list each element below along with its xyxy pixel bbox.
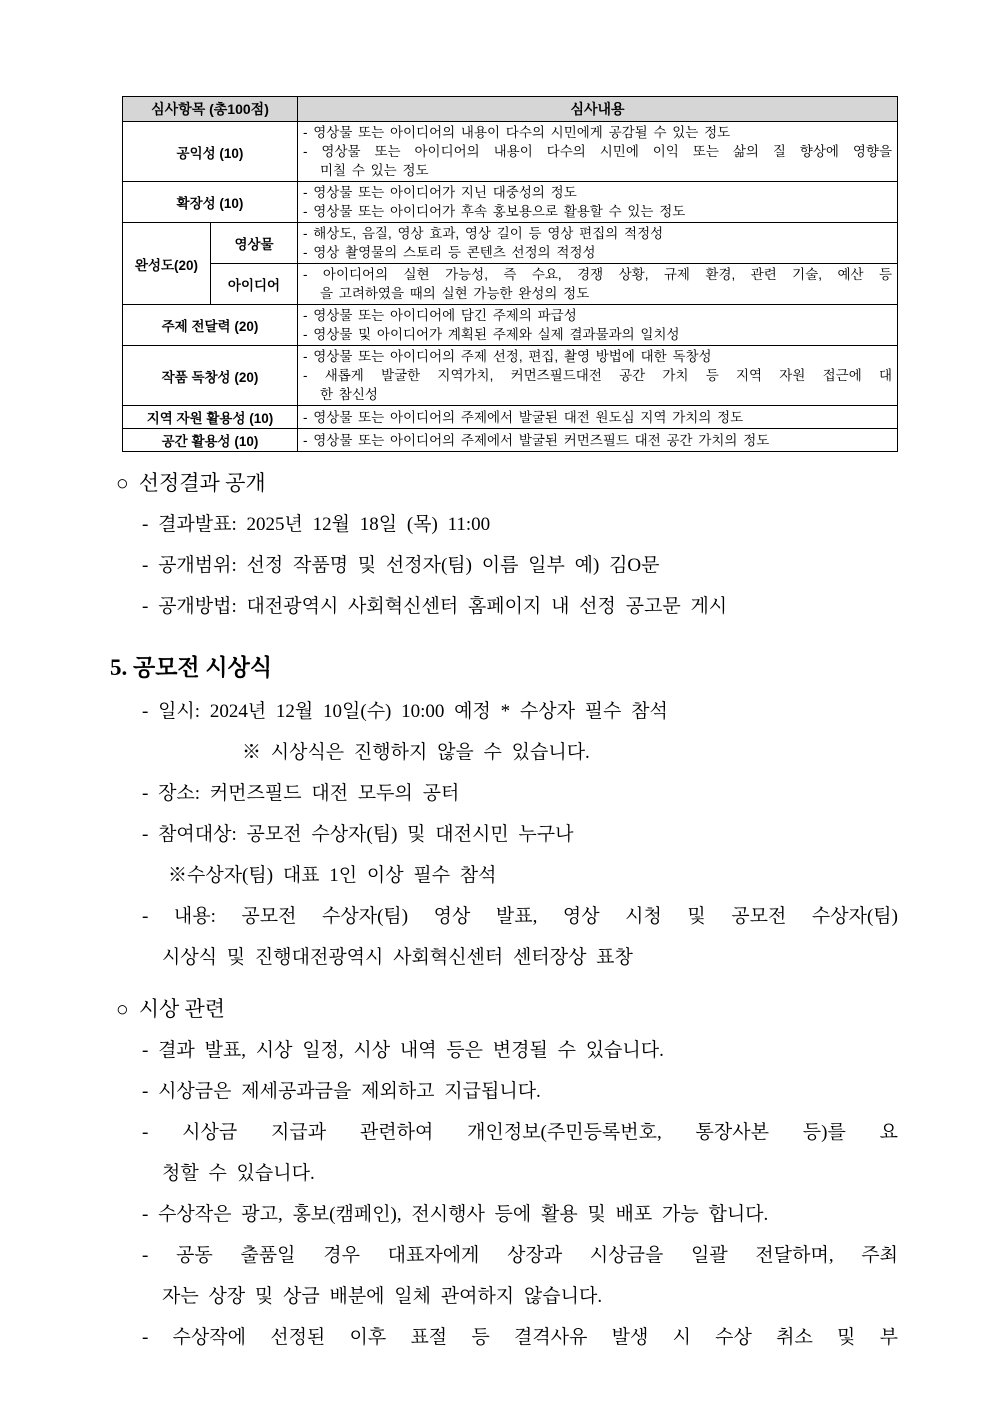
section-award-notes — [116, 994, 898, 1024]
criteria-header-item: 심사항목 (총100점) — [123, 97, 298, 122]
list-item: - 결과 발표, 시상 일정, 시상 내역 등은 변경될 수 있습니다. — [142, 1040, 664, 1061]
results-public-list — [122, 504, 898, 627]
criteria-line: - 영상물 또는 아이디어가 지닌 대중성의 정도 — [303, 185, 577, 200]
table-row-public-interest — [123, 122, 898, 182]
table-row-space-use — [123, 429, 898, 452]
criteria-line: 을 고려하였을 때의 실현 가능한 완성의 정도 — [320, 286, 590, 301]
criteria-label: 공익성 (10) — [123, 122, 298, 182]
criteria-line: - 영상물 또는 아이디어의 주제 선정, 편집, 촬영 방법에 대한 독창성 — [303, 349, 712, 364]
criteria-content — [298, 223, 898, 264]
section-heading-ceremony: 5. 공모전 시상식 — [110, 655, 273, 680]
criteria-line: - 영상물 또는 아이디어의 내용이 다수의 시민에 이익 또는 삶의 질 향상에 영향을 — [303, 144, 892, 159]
list-item-note: ※수상자(팀) 대표 1인 이상 필수 참석 — [168, 865, 497, 886]
list-item: - 시상금 지급과 관련하여 개인정보(주민등록번호, 통장사본 등)를 요 — [142, 1122, 898, 1143]
criteria-header-row — [123, 97, 898, 122]
criteria-sublabel-idea: 아이디어 — [211, 264, 298, 305]
list-item: - 시상금은 제세공과금을 제외하고 지급됩니다. — [142, 1081, 541, 1102]
criteria-line: - 영상물 및 아이디어가 계획된 주제와 실제 결과물과의 일치성 — [303, 327, 680, 342]
table-row-completeness-idea — [123, 264, 898, 305]
criteria-line: 한 참신성 — [320, 387, 378, 402]
criteria-label: 주제 전달력 (20) — [123, 305, 298, 346]
list-item: - 공동 출품일 경우 대표자에게 상장과 시상금을 일괄 전달하며, 주최 — [142, 1245, 898, 1266]
list-item: - 장소: 커먼즈필드 대전 모두의 공터 — [142, 783, 460, 804]
table-row-originality — [123, 346, 898, 406]
criteria-content — [298, 122, 898, 182]
criteria-sublabel-video: 영상물 — [211, 223, 298, 264]
criteria-content — [298, 264, 898, 305]
criteria-line: - 해상도, 음질, 영상 효과, 영상 길이 등 영상 편집의 적정성 — [303, 226, 664, 241]
list-item: - 결과발표: 2025년 12월 18일 (목) 11:00 — [142, 514, 491, 535]
table-row-completeness-video — [123, 223, 898, 264]
list-item-continuation: 청할 수 있습니다. — [162, 1163, 315, 1184]
award-notes-list — [122, 1030, 898, 1358]
criteria-line: - 영상물 또는 아이디어에 담긴 주제의 파급성 — [303, 308, 577, 323]
list-item-continuation: 자는 상장 및 상금 배분에 일체 관여하지 않습니다. — [162, 1286, 603, 1307]
list-item: - 일시: 2024년 12월 10일(수) 10:00 예정 * 수상자 필수 참석 — [142, 701, 668, 722]
criteria-label: 공간 활용성 (10) — [123, 429, 298, 452]
criteria-content — [298, 182, 898, 223]
table-row-regional-resource — [123, 406, 898, 429]
list-item: - 수상작에 선정된 이후 표절 등 결격사유 발생 시 수상 취소 및 부 — [142, 1327, 898, 1348]
list-item-note: ※ 시상식은 진행하지 않을 수 있습니다. — [242, 742, 590, 763]
criteria-label: 작품 독창성 (20) — [123, 346, 298, 406]
list-item-continuation: 시상식 및 진행대전광역시 사회혁신센터 센터장상 표창 — [162, 947, 633, 968]
criteria-line: - 영상 촬영물의 스토리 등 콘텐츠 선정의 적정성 — [303, 245, 596, 260]
criteria-content — [298, 429, 898, 452]
criteria-content — [298, 406, 898, 429]
section-title: 시상 관련 — [138, 997, 226, 1021]
criteria-line: 미칠 수 있는 정도 — [320, 163, 429, 178]
table-row-expandability — [123, 182, 898, 223]
criteria-line: - 아이디어의 실현 가능성, 즉 수요, 경쟁 상황, 규제 환경, 관련 기술, 예산 등 — [303, 267, 892, 282]
section-title: 선정결과 공개 — [138, 471, 266, 495]
criteria-line: - 영상물 또는 아이디어가 후속 홍보용으로 활용할 수 있는 정도 — [303, 204, 686, 219]
criteria-line: - 영상물 또는 아이디어의 내용이 다수의 시민에게 공감될 수 있는 정도 — [303, 125, 731, 140]
criteria-line: - 영상물 또는 아이디어의 주제에서 발굴된 대전 원도심 지역 가치의 정도 — [303, 409, 744, 425]
list-item: - 공개범위: 선정 작품명 및 선정자(팀) 이름 일부 예) 김O문 — [142, 555, 660, 576]
ceremony-list — [122, 691, 898, 978]
criteria-label: 지역 자원 활용성 (10) — [123, 406, 298, 429]
list-item: - 공개방법: 대전광역시 사회혁신센터 홈페이지 내 선정 공고문 게시 — [142, 596, 728, 617]
table-row-theme-delivery — [123, 305, 898, 346]
circle-bullet-icon: ○ — [116, 471, 129, 495]
criteria-line: - 새롭게 발굴한 지역가치, 커먼즈필드대전 공간 가치 등 지역 자원 접근에 대 — [303, 368, 892, 383]
criteria-header-content: 심사내용 — [298, 97, 898, 122]
circle-bullet-icon: ○ — [116, 997, 129, 1021]
list-item: - 수상작은 광고, 홍보(캠페인), 전시행사 등에 활용 및 배포 가능 합니다. — [142, 1204, 769, 1225]
section-results-public — [116, 468, 898, 498]
list-item: - 참여대상: 공모전 수상자(팀) 및 대전시민 누구나 — [142, 824, 574, 845]
criteria-line: - 영상물 또는 아이디어의 주제에서 발굴된 커먼즈필드 대전 공간 가치의 정도 — [303, 432, 770, 448]
criteria-content — [298, 305, 898, 346]
criteria-content — [298, 346, 898, 406]
list-item: - 내용: 공모전 수상자(팀) 영상 발표, 영상 시청 및 공모전 수상자(팀) — [142, 906, 898, 927]
criteria-label: 확장성 (10) — [123, 182, 298, 223]
criteria-label: 완성도(20) — [123, 223, 211, 305]
criteria-table — [122, 96, 898, 452]
